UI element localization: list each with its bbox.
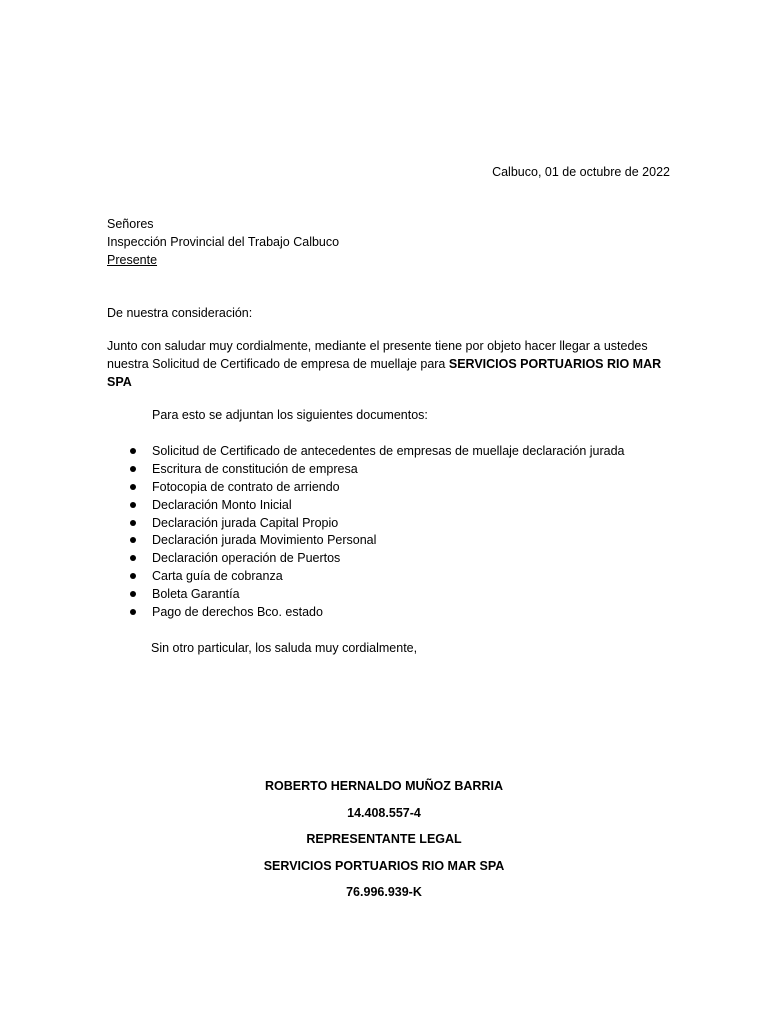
list-item <box>0 531 625 549</box>
list-item-text: Carta guía de cobranza <box>152 569 283 584</box>
bullet-icon <box>130 537 136 543</box>
date-line: Calbuco, 01 de octubre de 2022 <box>492 165 670 179</box>
list-item <box>0 567 625 585</box>
bullet-icon <box>130 484 136 490</box>
recipient-presente: Presente <box>107 253 158 267</box>
company-rut: 76.996.939-K <box>346 885 422 899</box>
signatory-rut: 14.408.557-4 <box>347 805 421 820</box>
body-paragraph <box>107 337 667 391</box>
bullet-icon <box>130 609 136 615</box>
list-item-text: Declaración operación de Puertos <box>152 551 341 566</box>
recipient-salutation: Señores <box>107 217 154 231</box>
bullet-icon <box>130 502 136 508</box>
list-item <box>0 549 625 567</box>
bullet-icon <box>130 555 136 561</box>
list-item <box>0 603 625 621</box>
list-item <box>0 478 625 496</box>
list-item-text: Fotocopia de contrato de arriendo <box>152 479 340 494</box>
list-item-text: Declaración jurada Movimiento Personal <box>152 533 377 548</box>
body-text: Junto con saludar muy cordialmente, mediante el presente tiene por objeto hacer llegar a ustedes nuestra Solicitud de Certificado de empresa de muellaje para <box>107 339 648 371</box>
list-item-text: Escritura de constitución de empresa <box>152 461 358 476</box>
body-company-name: SERVICIOS PORTUARIOS RIO MAR SPA <box>107 357 662 389</box>
list-item <box>0 460 625 478</box>
list-item <box>0 585 625 603</box>
list-item-text: Declaración jurada Capital Propio <box>152 515 339 530</box>
signature-block <box>200 777 568 910</box>
signatory-role: REPRESENTANTE LEGAL <box>306 832 462 846</box>
bullet-icon <box>130 520 136 526</box>
greeting: De nuestra consideración: <box>107 306 253 320</box>
list-item <box>0 442 625 460</box>
documents-list <box>0 442 625 621</box>
recipient-block <box>107 215 339 269</box>
list-item <box>0 514 625 532</box>
closing-line: Sin otro particular, los saluda muy cordialmente, <box>151 641 418 655</box>
company-name: SERVICIOS PORTUARIOS RIO MAR SPA <box>263 858 505 873</box>
signatory-name: ROBERTO HERNALDO MUÑOZ BARRIA <box>265 779 503 793</box>
list-item <box>0 496 625 514</box>
list-item-text: Pago de derechos Bco. estado <box>152 605 323 620</box>
documents-intro: Para esto se adjuntan los siguientes documentos: <box>152 408 428 422</box>
bullet-icon <box>130 591 136 597</box>
list-item-text: Declaración Monto Inicial <box>152 497 292 512</box>
list-item-text: Solicitud de Certificado de antecedentes de empresas de muellaje declaración jurada <box>152 444 625 458</box>
list-item-text: Boleta Garantía <box>152 587 240 602</box>
bullet-icon <box>130 448 136 454</box>
bullet-icon <box>130 573 136 579</box>
recipient-organization: Inspección Provincial del Trabajo Calbuco <box>107 235 340 249</box>
bullet-icon <box>130 466 136 472</box>
